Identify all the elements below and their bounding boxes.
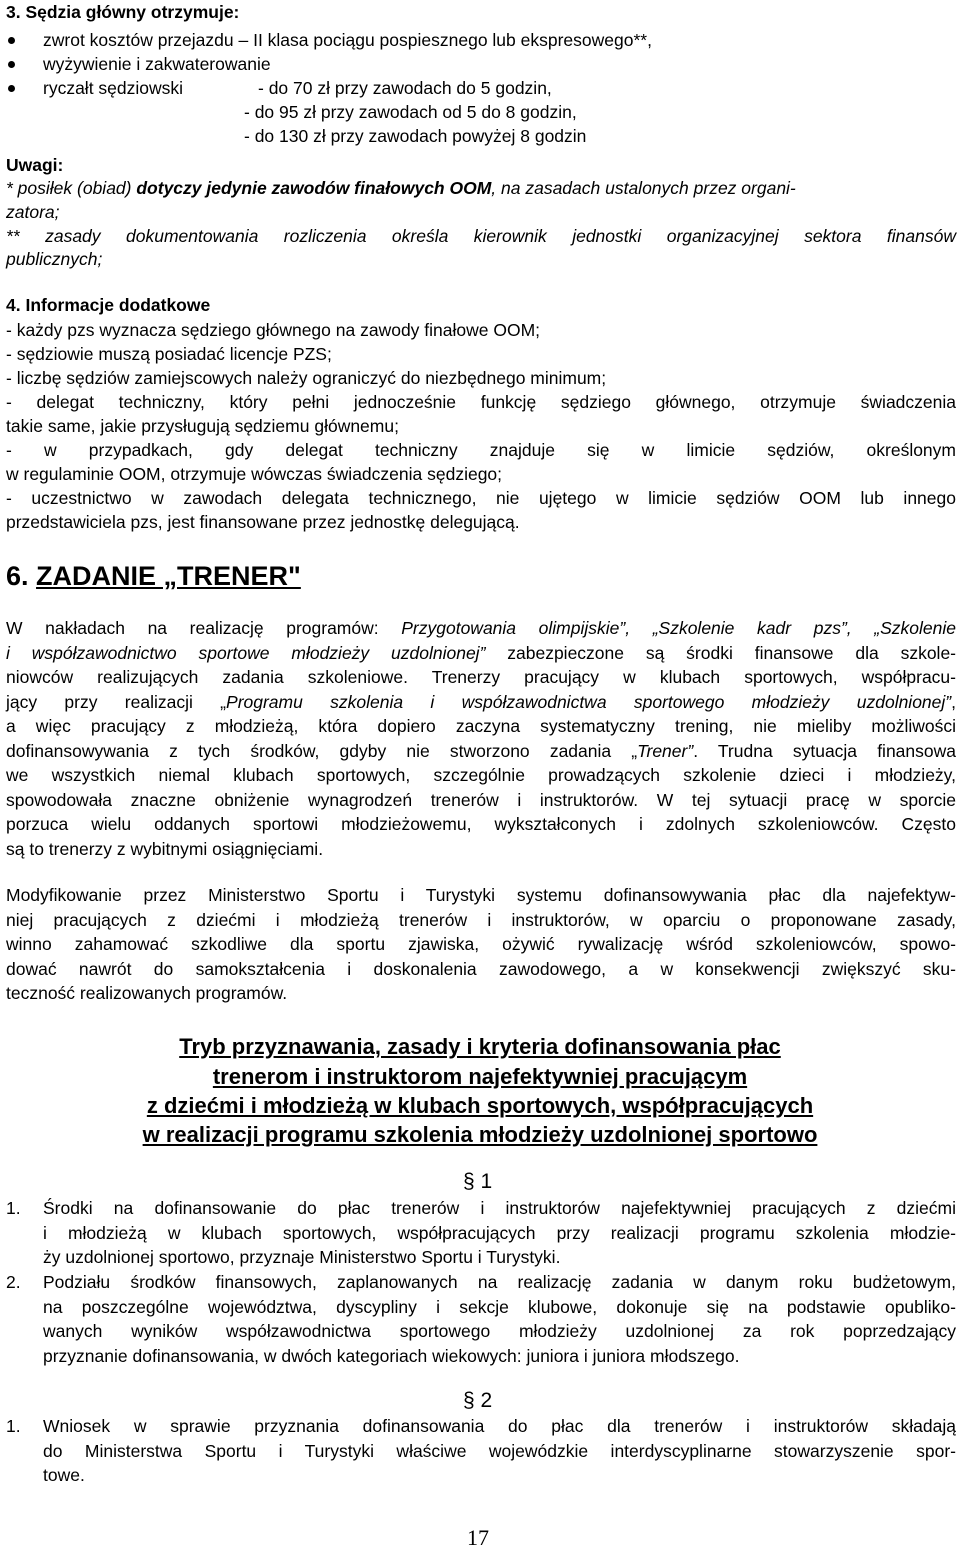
title-line: Tryb przyznawania, zasady i kryteria dofinansowania płac: [179, 1034, 781, 1059]
title-line: z dziećmi i młodzieżą w klubach sportowych, współpracujących: [146, 1093, 814, 1118]
paragraph-line: porzuca wielu oddanych sportowi młodzieżowemu, wykształconych i zdolnych szkoleniowców. Często: [6, 814, 956, 834]
bullet-icon: [8, 61, 15, 68]
paragraph-line: dofinansowywania z tych środków, gdyby nie stworzono zadania „Trener”. Trudna sytuacja finansowa: [6, 741, 956, 761]
rate-line: - do 95 zł przy zawodach od 5 do 8 godzin,: [244, 102, 577, 122]
info-line: w regulaminie OOM, otrzymuje wówczas świadczenia sędziego;: [6, 464, 503, 484]
bullet-item-lump-sum: ryczałt sędziowski: [43, 78, 184, 98]
paragraph-2-sign: § 2: [463, 1389, 493, 1412]
paragraph-line: niowców realizujących zadania szkoleniowe. Trenerzy pracujący w klubach sportowych, współpracu-: [6, 667, 956, 687]
info-line: - delegat techniczny, który pełni jednocześnie funkcję sędziego głównego, otrzymuje świadczenia: [6, 392, 956, 412]
item-number: 1.: [6, 1416, 21, 1436]
paragraph-line: niej pracujących z dziećmi i młodzieżą trenerów i instruktorów, w oparciu o proponowane zasady,: [6, 910, 956, 930]
bullet-icon: [8, 37, 15, 44]
note-1-cont: zatora;: [6, 202, 60, 222]
item-line: i młodzieżą w klubach sportowych, współpracujących przy realizacji programu szkolenia młodzie-: [43, 1223, 956, 1243]
item-line: na poszczególne województwa, dyscypliny i sekcje klubowe, dokonuje się na podstawie opubliko-: [43, 1297, 956, 1317]
info-line: - w przypadkach, gdy delegat techniczny znajduje się w limicie sędziów, określonym: [6, 440, 956, 460]
paragraph-line: i współzawodnictwo sportowe młodzieży uzdolnionej” zabezpieczone są środki finansowe dla szkole-: [6, 643, 957, 663]
item-line: Wniosek w sprawie przyznania dofinansowania do płac dla trenerów i instruktorów składają: [43, 1416, 956, 1436]
note-1: * posiłek (obiad) dotyczy jedynie zawodów finałowych OOM, na zasadach ustalonych przez organi-: [6, 178, 796, 198]
section-6-heading: 6. ZADANIE „TRENER": [6, 561, 301, 591]
item-line: przyznanie dofinansowania, w dwóch kategoriach wiekowych: juniora i juniora młodszego.: [43, 1346, 740, 1366]
note-2-cont: publicznych;: [6, 249, 103, 269]
section-4-heading: 4. Informacje dodatkowe: [6, 295, 211, 315]
paragraph-line: Modyfikowanie przez Ministerstwo Sportu i Turystyki systemu dofinansowywania płac dla najefektyw-: [6, 885, 956, 905]
paragraph-line: spowodowała znaczne obniżenie wynagrodzeń trenerów i instruktorów. W tej sytuacji pracę w sporcie: [6, 790, 956, 810]
bullet-icon: [8, 85, 15, 92]
info-line: - uczestnictwo w zawodach delegata technicznego, nie ujętego w limicie sędziów OOM lub innego: [6, 488, 956, 508]
paragraph-line: we wszystkich niemal klubach sportowych, szczególnie prowadzących szkolenie dzieci i młodzieży,: [6, 765, 956, 785]
info-line: takie same, jakie przysługują sędziemu głównemu;: [6, 416, 399, 436]
paragraph-line: a więc pracujący z młodzieżą, która dopiero zaczyna systematyczny trening, nie mieliby możliwości: [6, 716, 956, 736]
paragraph-line: teczność realizowanych programów.: [6, 983, 288, 1003]
page-number: 17: [467, 1525, 489, 1550]
paragraph-line: są to trenerzy z wybitnymi osiągnięciami.: [6, 839, 324, 859]
paragraph-line: dować nawrót do samokształcenia i doskonalenia zawodowego, a w konsekwencji zwiększyć sku-: [6, 959, 956, 979]
paragraph-line: jący przy realizacji „Programu szkolenia i współzawodnictwa sportowego młodzieży uzdolnionej”,: [6, 692, 956, 712]
info-line: przedstawiciela pzs, jest finansowane przez jednostkę delegującą.: [6, 512, 520, 532]
rate-line: - do 70 zł przy zawodach do 5 godzin,: [258, 78, 552, 98]
paragraph-1-sign: § 1: [463, 1170, 493, 1193]
paragraph-line: W nakładach na realizację programów: Przygotowania olimpijskie”, „Szkolenie kadr pzs”, „Szkolenie: [6, 618, 956, 638]
rate-line: - do 130 zł przy zawodach powyżej 8 godzin: [244, 126, 587, 146]
info-line: - każdy pzs wyznacza sędziego głównego na zawody finałowe OOM;: [6, 320, 541, 340]
section-3-heading: 3. Sędzia główny otrzymuje:: [6, 2, 240, 22]
item-number: 2.: [6, 1272, 21, 1292]
paragraph-line: winno zahamować szkodliwe dla sportu zjawiska, ożywić rywalizację wśród szkoleniowców, spowo-: [6, 934, 956, 954]
info-line: - liczbę sędziów zamiejscowych należy ograniczyć do niezbędnego minimum;: [6, 368, 607, 388]
note-2: ** zasady dokumentowania rozliczenia określa kierownik jednostki organizacyjnej sektora finansów: [6, 226, 956, 246]
item-line: wanych wyników współzawodnictwa sportowego młodzieży uzdolnionej za rok poprzedzający: [43, 1321, 956, 1341]
title-line: trenerom i instruktorom najefektywniej pracującym: [212, 1064, 748, 1089]
item-line: Podziału środków finansowych, zaplanowanych na realizację zadania w danym roku budżetowym,: [43, 1272, 956, 1292]
bullet-item-travel: zwrot kosztów przejazdu – II klasa pociągu pospiesznego lub ekspresowego**,: [43, 30, 652, 50]
item-line: ży uzdolnionej sportowo, przyznaje Ministerstwo Sportu i Turystyki.: [43, 1247, 561, 1267]
info-line: - sędziowie muszą posiadać licencje PZS;: [6, 344, 332, 364]
item-line: Środki na dofinansowanie do płac trenerów i instruktorów najefektywniej pracujących z dziećmi: [43, 1198, 956, 1218]
item-line: towe.: [43, 1465, 85, 1485]
item-number: 1.: [6, 1198, 21, 1218]
notes-heading: Uwagi:: [6, 155, 64, 175]
title-line: w realizacji programu szkolenia młodzieży uzdolnionej sportowo: [142, 1122, 818, 1147]
item-line: do Ministerstwa Sportu i Turystyki właściwe wojewódzkie interdyscyplinarne stowarzyszenie spor-: [43, 1441, 956, 1461]
bullet-item-food: wyżywienie i zakwaterowanie: [43, 54, 271, 74]
